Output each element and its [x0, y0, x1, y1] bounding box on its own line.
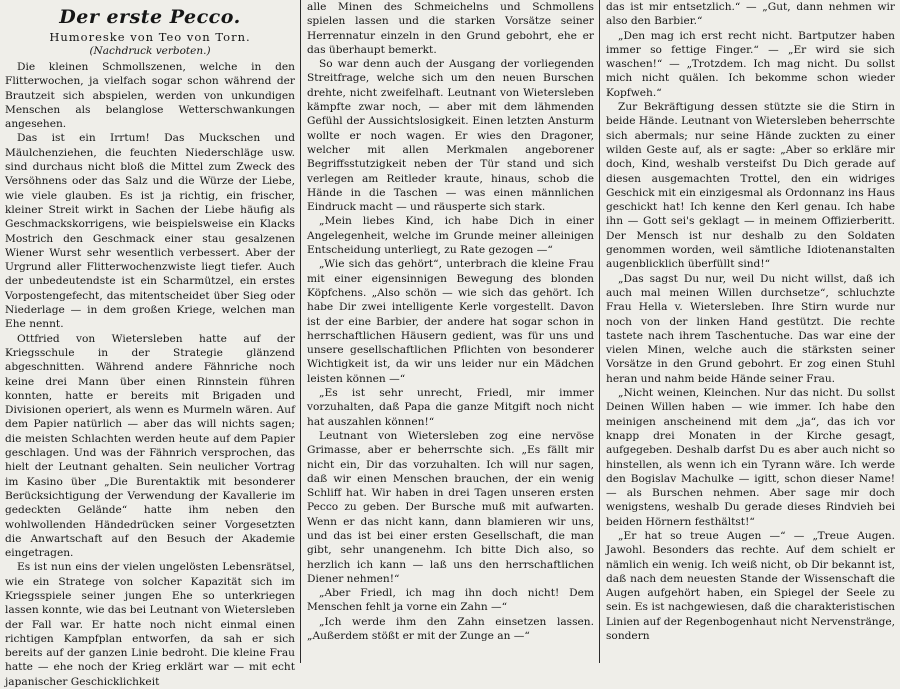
paragraph: „Aber Friedl, ich mag ihn doch nicht! Dem Menschen fehlt ja vorne ein Zahn —“ [307, 587, 594, 614]
paragraph: „Den mag ich erst recht nicht. Bartputzer haben immer so fettige Finger.“ — „Er wird sie sich waschen!“ — „Trotzdem. Ich mag nicht. Du sollst mich nicht quälen. Ich bekomme schon wieder Kopfweh.“ [606, 29, 895, 99]
paragraph: „Wie sich das gehört“, unterbrach die kleine Frau mit einer eigensinnigen Bewegung des blonden Köpfchens. „Also schön — wie sich das gehört. Ich habe Dir zwei intelligente Kerle vorgestellt. Davon ist der eine Barbier, der andere hat sogar schon in herrschaftlichen Häusern gedient, was für uns und unsere gesellschaftlichen Pflichten von besonderer Wichtigkeit ist, da wir uns leider nur ein Mädchen leisten können —“ [307, 258, 594, 385]
paragraph: alle Minen des Schmeichelns und Schmollens spielen lassen und die starken Vorsätze seiner Herrennatur einzeln in den Grund gebohrt, ehe er das überhaupt bemerkt. [307, 1, 594, 56]
paragraph: So war denn auch der Ausgang der vorliegenden Streitfrage, welche sich um den neuen Burschen drehte, nicht zweifelhaft. Leutnant von Wietersleben kämpfte zwar noch, — aber mit dem lähmenden Gefühl der Aussichtslosigkeit. Einen letzten Ansturm wollte er noch wagen. Er wies den Dragoner, welcher mit allen Merkmalen angeborener Begriffsstutzigkeit neben der Tür stand und sich verlegen am Reitleder kraute, hinaus, schob die Hände in die Taschen — was einen männlichen Eindruck macht — und räusperte sich stark. [307, 58, 594, 214]
column-2 [302, 0, 599, 663]
paragraph: Es ist nun eins der vielen ungelösten Lebensrätsel, wie ein Stratege von solcher Kapazität sich im Kriegsspiele seiner jungen Ehe so unterkriegen lassen konnte, wie das bei Leutnant von Wietersleben der Fall war. Er hatte noch nicht einmal einen richtigen Kampfplan entworfen, da sah er sich bereits auf der ganzen Linie bedroht. Die kleine Frau hatte — ehe noch der Krieg erklärt war — mit echt japanischer Geschicklichkeit [5, 561, 295, 688]
paragraph: „Mein liebes Kind, ich habe Dich in einer Angelegenheit, welche im Grunde meiner alleinigen Entscheidung unterliegt, zu Rate gezogen —“ [307, 215, 594, 257]
article-byline: Humoreske von Teo von Torn. [49, 30, 251, 44]
paragraph: „Nicht weinen, Kleinchen. Nur das nicht. Du sollst Deinen Willen haben — wie immer. Ich habe den meinigen anscheinend mit dem „ja“, das ich vor knapp drei Monaten in der Kirche gesagt, aufgegeben. Deshalb darfst Du es aber auch nicht so hinstellen, als wenn ich ein Tyrann wäre. Ich werde den Bogislav Machulke — igitt, schon dieser Name! — als Burschen nehmen. Aber sage mir doch wenigstens, weshalb Du gerade dieses Rindvieh bei beiden Hörnern festhältst!“ [606, 387, 895, 528]
paragraph: das ist mir entsetzlich.“ — „Gut, dann nehmen wir also den Barbier.“ [606, 1, 895, 28]
paragraph: „Das sagst Du nur, weil Du nicht willst, daß ich auch mal meinen Willen durchsetze“, schluchzte Frau Hella v. Wietersleben. Ihre Stirn wurde nur noch von der linken Hand gestützt. Die rechte tastete nach ihrem Taschentuche. Das war eine der vielen Minen, welche auch die stärksten seiner Vorsätze in den Grund gebohrt. Er zog einen Stuhl heran und nahm beide Hände seiner Frau. [606, 272, 895, 385]
paragraph: Zur Bekräftigung dessen stützte sie die Stirn in beide Hände. Leutnant von Wietersleben beherrschte sich abermals; nur seine Hände zuckten zu einer wilden Geste auf, als er sagte: „Aber so erkläre mir doch, Kind, weshalb versteifst Du Dich gerade auf diesen ausgemachten Trottel, den ein widriges Geschick mit ein einzigesmal als Ordonnanz ins Haus geschickt hat! Ich kenne den Kerl genau. Ich habe ihn — Gott sei's geklagt — in meinem Offizierberitt. Der Mensch ist nur deshalb zu den Soldaten genommen worden, weil sämtliche Idiotenanstalten augenblicklich überfüllt sind!“ [606, 101, 895, 271]
paragraph: Das ist ein Irrtum! Das Muckschen und Mäulchenziehen, die feuchten Niederschläge usw. sind durchaus nicht bloß die Mittel zum Zweck des Versöhnens oder das Salz und die Würze der Liebe, wie viele glauben. Es ist ja richtig, ein frischer, kleiner Streit wirkt in Sachen der Liebe häufig als Geschmackskorrigens, wie beispielsweise ein Klacks Mostrich den Geschmack einer stau gesalzenen Wiener Wurst sehr wesentlich verbessert. Aber der Urgrund aller Flitterwochenzwiste liegt tiefer. Auch der unbedeutendste ist ein Scharmützel, ein erstes Vorpostengefecht, das mitentscheidet über Sieg oder Niederlage — in dem großen Kriege, welchen man Ehe nennt. [5, 132, 295, 331]
reprint-notice: (Nachdruck verboten.) [89, 45, 211, 57]
paragraph: „Ich werde ihm den Zahn einsetzen lassen. „Außerdem stößt er mit der Zunge an —“ [307, 615, 594, 643]
column-divider [599, 0, 600, 663]
paragraph: „Er hat so treue Augen —“ — „Treue Augen. Jawohl. Besonders das rechte. Auf dem schielt er nämlich ein wenig. Ich weiß nicht, ob Dir bekannt ist, daß nach dem neuesten Stande der Wissenschaft die Augen aufgehört haben, ein Spiegel der Seele zu sein. Es ist nachgewiesen, daß die charakteristischen Linien auf der Regenbogenhaut nicht Nervenstränge, sondern [606, 529, 895, 643]
paragraph: „Es ist sehr unrecht, Friedl, mir immer vorzuhalten, daß Papa die ganze Mitgift noch nicht hat auszahlen können!“ [307, 387, 594, 428]
paragraph: Ottfried von Wietersleben hatte auf der Kriegsschule in der Strategie glänzend abgeschnitten. Während andere Fähnriche noch keine drei Mann über einen Rinnstein führen konnten, hatte er bereits mit Brigaden und Divisionen operiert, als wenn es Murmeln wären. Auf dem Papier natürlich — aber das will nichts sagen; die meisten Schlachten werden heute auf dem Papier geschlagen. Und was der Fähnrich versprochen, das hielt der Leutnant gehalten. Sein neulicher Vortrag im Kasino über „Die Burentaktik mit besonderer Berücksichtigung der Verwendung der Kavallerie im gedeckten Gelände“ hatte ihm neben den wohlwollenden Händedrücken seiner Vorgesetzten die Anwartschaft auf den Besuch der Akademie eingetragen. [5, 332, 295, 560]
column-1 [0, 0, 300, 688]
article-title: Der erste Pecco. [59, 6, 241, 28]
paragraph: Die kleinen Schmollszenen, welche in den Flitterwochen, ja vielfach sogar schon während der Brautzeit sich abspielen, werden von unkundigen Menschen als belanglose Wetterschwankungen angesehen. [5, 61, 295, 131]
column-divider [300, 0, 301, 663]
column-3 [601, 0, 900, 663]
paragraph: Leutnant von Wietersleben zog eine nervöse Grimasse, aber er beherrschte sich. „Es fällt mir nicht ein, Dir das vorzuhalten. Ich will nur sagen, daß wir einen Menschen brauchen, der ein wenig Schliff hat. Wir haben in drei Tagen unseren ersten Pecco zu geben. Der Bursche muß mit aufwarten. Wenn er das nicht kann, dann blamieren wir uns, und das ist bei einer ersten Gesellschaft, die man gibt, sehr unangenehm. Ich bitte Dich also, so herzlich ich kann — laß uns den herrschaftlichen Diener nehmen!“ [307, 429, 594, 585]
